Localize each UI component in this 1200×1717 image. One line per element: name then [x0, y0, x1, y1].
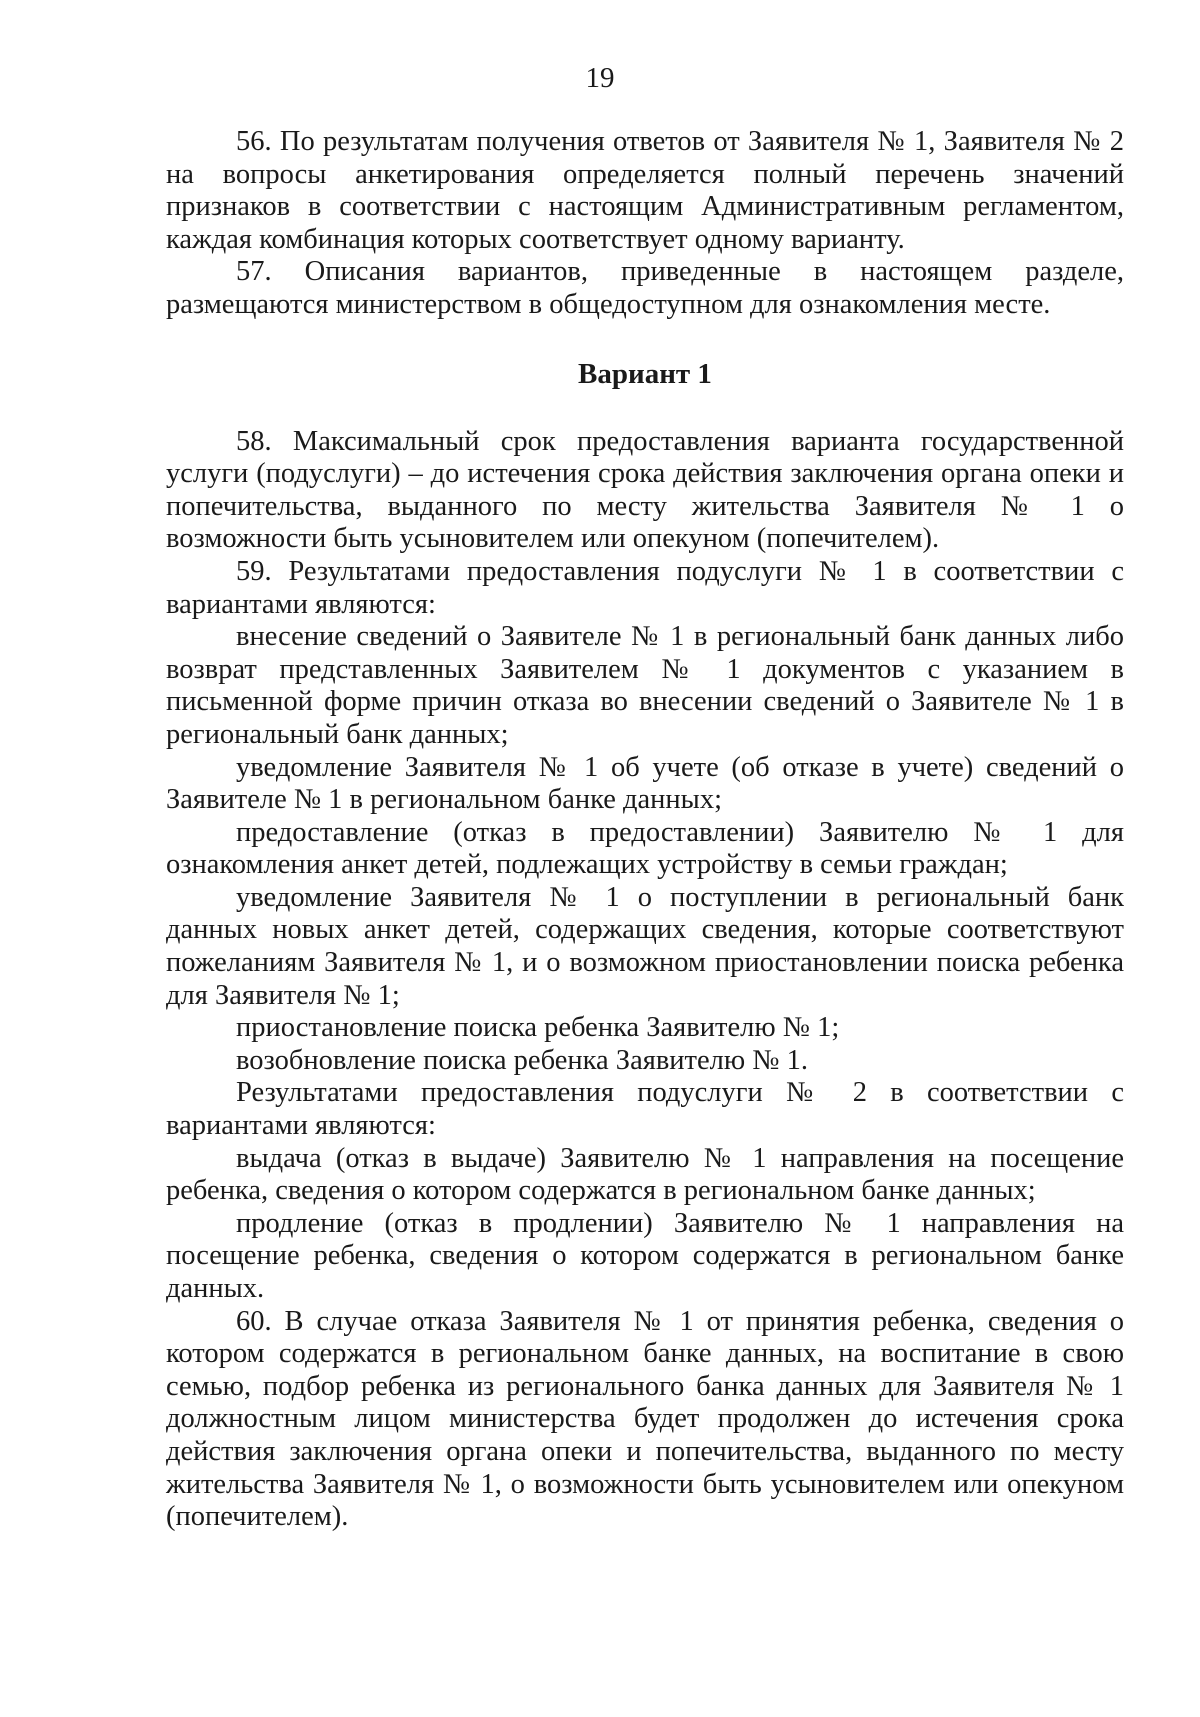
list-item: уведомление Заявителя № 1 об учете (об отказе в учете) сведений о Заявителе № 1 в региональном банке данных; — [166, 751, 1124, 816]
paragraph-57: 57. Описания вариантов, приведенные в настоящем разделе, размещаются министерством в общедоступном для ознакомления месте. — [166, 256, 1124, 320]
document-body — [166, 126, 1124, 1534]
list-item: внесение сведений о Заявителе № 1 в региональный банк данных либо возврат представленных Заявителем № 1 документов с указанием в письменной форме причин отказа во внесении сведений о Заявителе № 1 в региональный банк данных; — [166, 621, 1124, 750]
list-item: выдача (отказ в выдаче) Заявителю № 1 направления на посещение ребенка, сведения о котором содержатся в региональном банке данных; — [166, 1142, 1124, 1207]
list-item: уведомление Заявителя № 1 о поступлении в региональный банк данных новых анкет детей, содержащих сведения, которые соответствуют пожеланиям Заявителя № 1, и о возможном приостановлении поиска ребенка для Заявителя № 1; — [166, 881, 1124, 1011]
subservice-2-results-intro: Результатами предоставления подуслуги № 2 в соответствии с вариантами являются: — [166, 1077, 1124, 1142]
page-number: 19 — [585, 62, 615, 94]
paragraph-56: 56. По результатам получения ответов от Заявителя № 1, Заявителя № 2 на вопросы анкетирования определяется полный перечень значений признаков в соответствии с настоящим Административным регламентом, каждая комбинация которых соответствует одному варианту. — [166, 126, 1124, 255]
list-item: продление (отказ в продлении) Заявителю № 1 направления на посещение ребенка, сведения о котором содержатся в региональном банке данных. — [166, 1207, 1124, 1304]
list-item: предоставление (отказ в предоставлении) Заявителю № 1 для ознакомления анкет детей, подлежащих устройству в семьи граждан; — [166, 816, 1124, 881]
paragraph-58: 58. Максимальный срок предоставления варианта государственной услуги (подуслуги) – до истечения срока действия заключения органа опеки и попечительства, выданного по месту жительства Заявителя № 1 о возможности быть усыновителем или опекуном (попечителем). — [166, 425, 1124, 555]
paragraph-60: 60. В случае отказа Заявителя № 1 от принятия ребенка, сведения о котором содержатся в региональном банке данных, на воспитание в свою семью, подбор ребенка из регионального банка данных для Заявителя № 1 должностным лицом министерства будет продолжен до истечения срока действия заключения органа опеки и попечительства, выданного по месту жительства Заявителя № 1, о возможности быть усыновителем или опекуном (попечителем). — [166, 1305, 1124, 1533]
paragraph-59: 59. Результатами предоставления подуслуги № 1 в соответствии с вариантами являются: — [166, 555, 1124, 620]
list-item: приостановление поиска ребенка Заявителю № 1; — [236, 1012, 840, 1044]
section-heading: Вариант 1 — [578, 357, 712, 390]
list-item: возобновление поиска ребенка Заявителю № 1. — [236, 1044, 808, 1076]
